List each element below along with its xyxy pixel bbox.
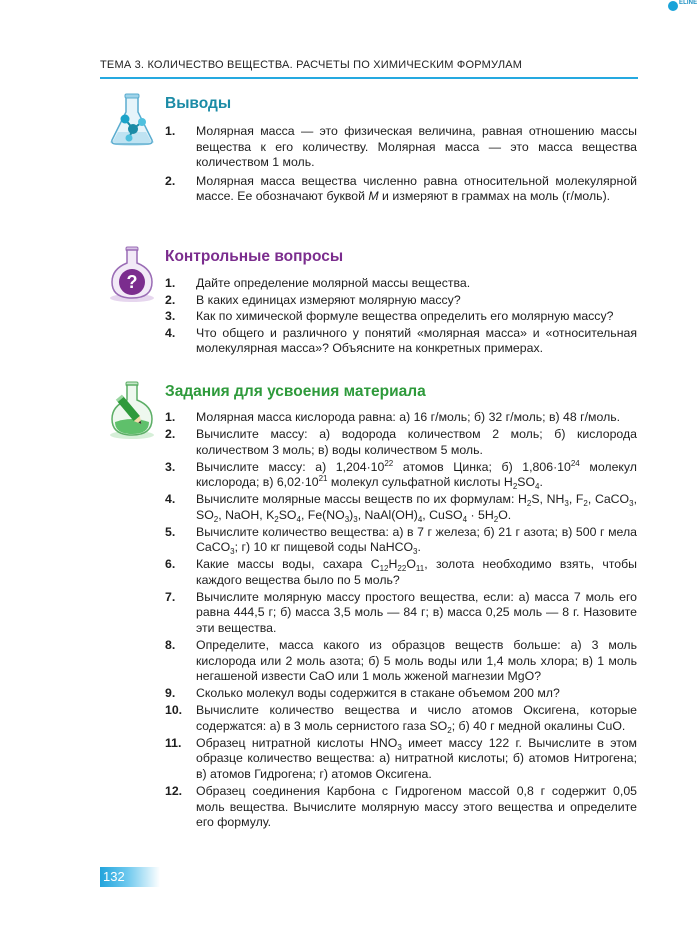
conclusions-list <box>165 124 637 208</box>
section-title-tasks: Задания для усвоения материала <box>165 383 426 400</box>
logo-mark-icon <box>668 1 678 11</box>
list-item: 10. Вычислите количество вещества и число атомов Оксигена, которые содержатся: а) в 3 моль сернистого газа $SO_2$; б) 40 г медной окалины CuO. <box>165 703 637 735</box>
list-item: 2. Вычислите массу: а) водорода количеством 2 моль; б) кислорода количеством 3 моль; в) воды количеством 5 моль. <box>165 426 637 457</box>
list-item: 9. Сколько молекул воды содержится в стакане объемом 200 мл? <box>165 686 560 701</box>
tasks-list <box>165 410 637 832</box>
flask-pencil-icon <box>107 380 157 436</box>
list-item: 3. Вычислите массу: а) $1,204\cdot 10^{22}$ атомов Цинка; б) $1,806\cdot 10^{24}$ молекул кислорода; в) $6,02\cdot 10^{21}$ молекул сульфатной кислоты $H_2SO_4$. <box>165 458 637 492</box>
header-rule <box>100 77 638 79</box>
list-item: 4. Что общего и различного у понятий «молярная масса» и «относительная молекулярная масса»? Объясните на конкретных примерах. <box>165 325 637 356</box>
svg-text:?: ? <box>126 272 138 292</box>
running-header: ТЕМА 3. КОЛИЧЕСТВО ВЕЩЕСТВА. РАСЧЕТЫ ПО ХИМИЧЕСКИМ ФОРМУЛАМ <box>100 59 523 71</box>
list-item: 2. В каких единицах измеряют молярную массу? <box>165 292 461 307</box>
section-title-conclusions: Выводы <box>165 95 232 112</box>
questions-list <box>165 276 637 358</box>
list-item: 8. Определите, масса какого из образцов веществ больше: а) 3 моль кислорода или 2 моль азота; б) 5 моль воды или 1,4 моль хлора; в) 1 моль негашеной извести CaO или 1 моль жженой магнезии MgO? <box>165 638 637 684</box>
section-title-questions: Контрольные вопросы <box>165 248 344 265</box>
flask-question-icon <box>107 245 157 301</box>
list-item: 1. Дайте определение молярной массы вещества. <box>165 276 471 290</box>
publisher-logo <box>668 0 700 16</box>
logo-text: ELINE <box>679 0 698 6</box>
list-item: 7. Вычислите молярную массу простого вещества, если: а) масса 7 моль его равна 444,5 г; б) масса 3,5 моль — 84 г; в) масса 0,25 моль — 8 г. Назовите эти вещества. <box>165 589 637 636</box>
list-item: 5. Вычислите количество вещества: а) в 7 г железа; б) 21 г азота; в) 500 г мела CaCO$_3$; г) 10 кг пищевой соды NaHCO$_3$. <box>165 524 637 557</box>
list-item: 11. Образец нитратной кислоты $HNO_3$ имеет массу 122 г. Вычислите в этом образце количество вещества: а) нитратной кислоты; б) атомов Нитрогена; в) атомов Гидрогена; г) атомов Оксигена. <box>165 735 637 781</box>
list-item: 1. Молярная масса кислорода равна: а) 16 г/моль; б) 32 г/моль; в) 48 г/моль. <box>165 410 621 424</box>
list-item: 1. Молярная масса — это физическая величина, равная отношению массы вещества к его количеству. Молярная масса — это масса вещества количеством 1 моль. <box>165 124 637 170</box>
page-number: 132 <box>103 869 125 884</box>
list-item: 3. Как по химической формуле вещества определить его молярную массу? <box>165 309 614 324</box>
list-item: 2. Молярная масса вещества численно равна относительной молекулярной массе. Ее обозначают буквой M и измеряют в граммах на моль (г/моль). <box>165 173 637 204</box>
flask-molecule-icon <box>107 92 157 148</box>
list-item: 4. Вычислите молярные массы веществ по их формулам: $H_2S$, $NH_3$, $F_2$, CaCO$_3$, $SO_2$, NaOH, $K_2SO_4$, $Fe(NO_3)_3$, $NaAl(OH)_4$, CuSO$_4$ · $5H_2O$. <box>165 492 637 524</box>
list-item: 6. Какие массы воды, сахара $C_{12}H_{22}O_{11}$, золота необходимо взять, чтобы каждого вещества было по 5 моль? <box>165 557 637 587</box>
list-item: 12. Образец соединения Карбона с Гидрогеном массой 0,8 г содержит 0,05 моль вещества. Вычислите молярную массу этого вещества и определите его формулу. <box>165 783 637 830</box>
